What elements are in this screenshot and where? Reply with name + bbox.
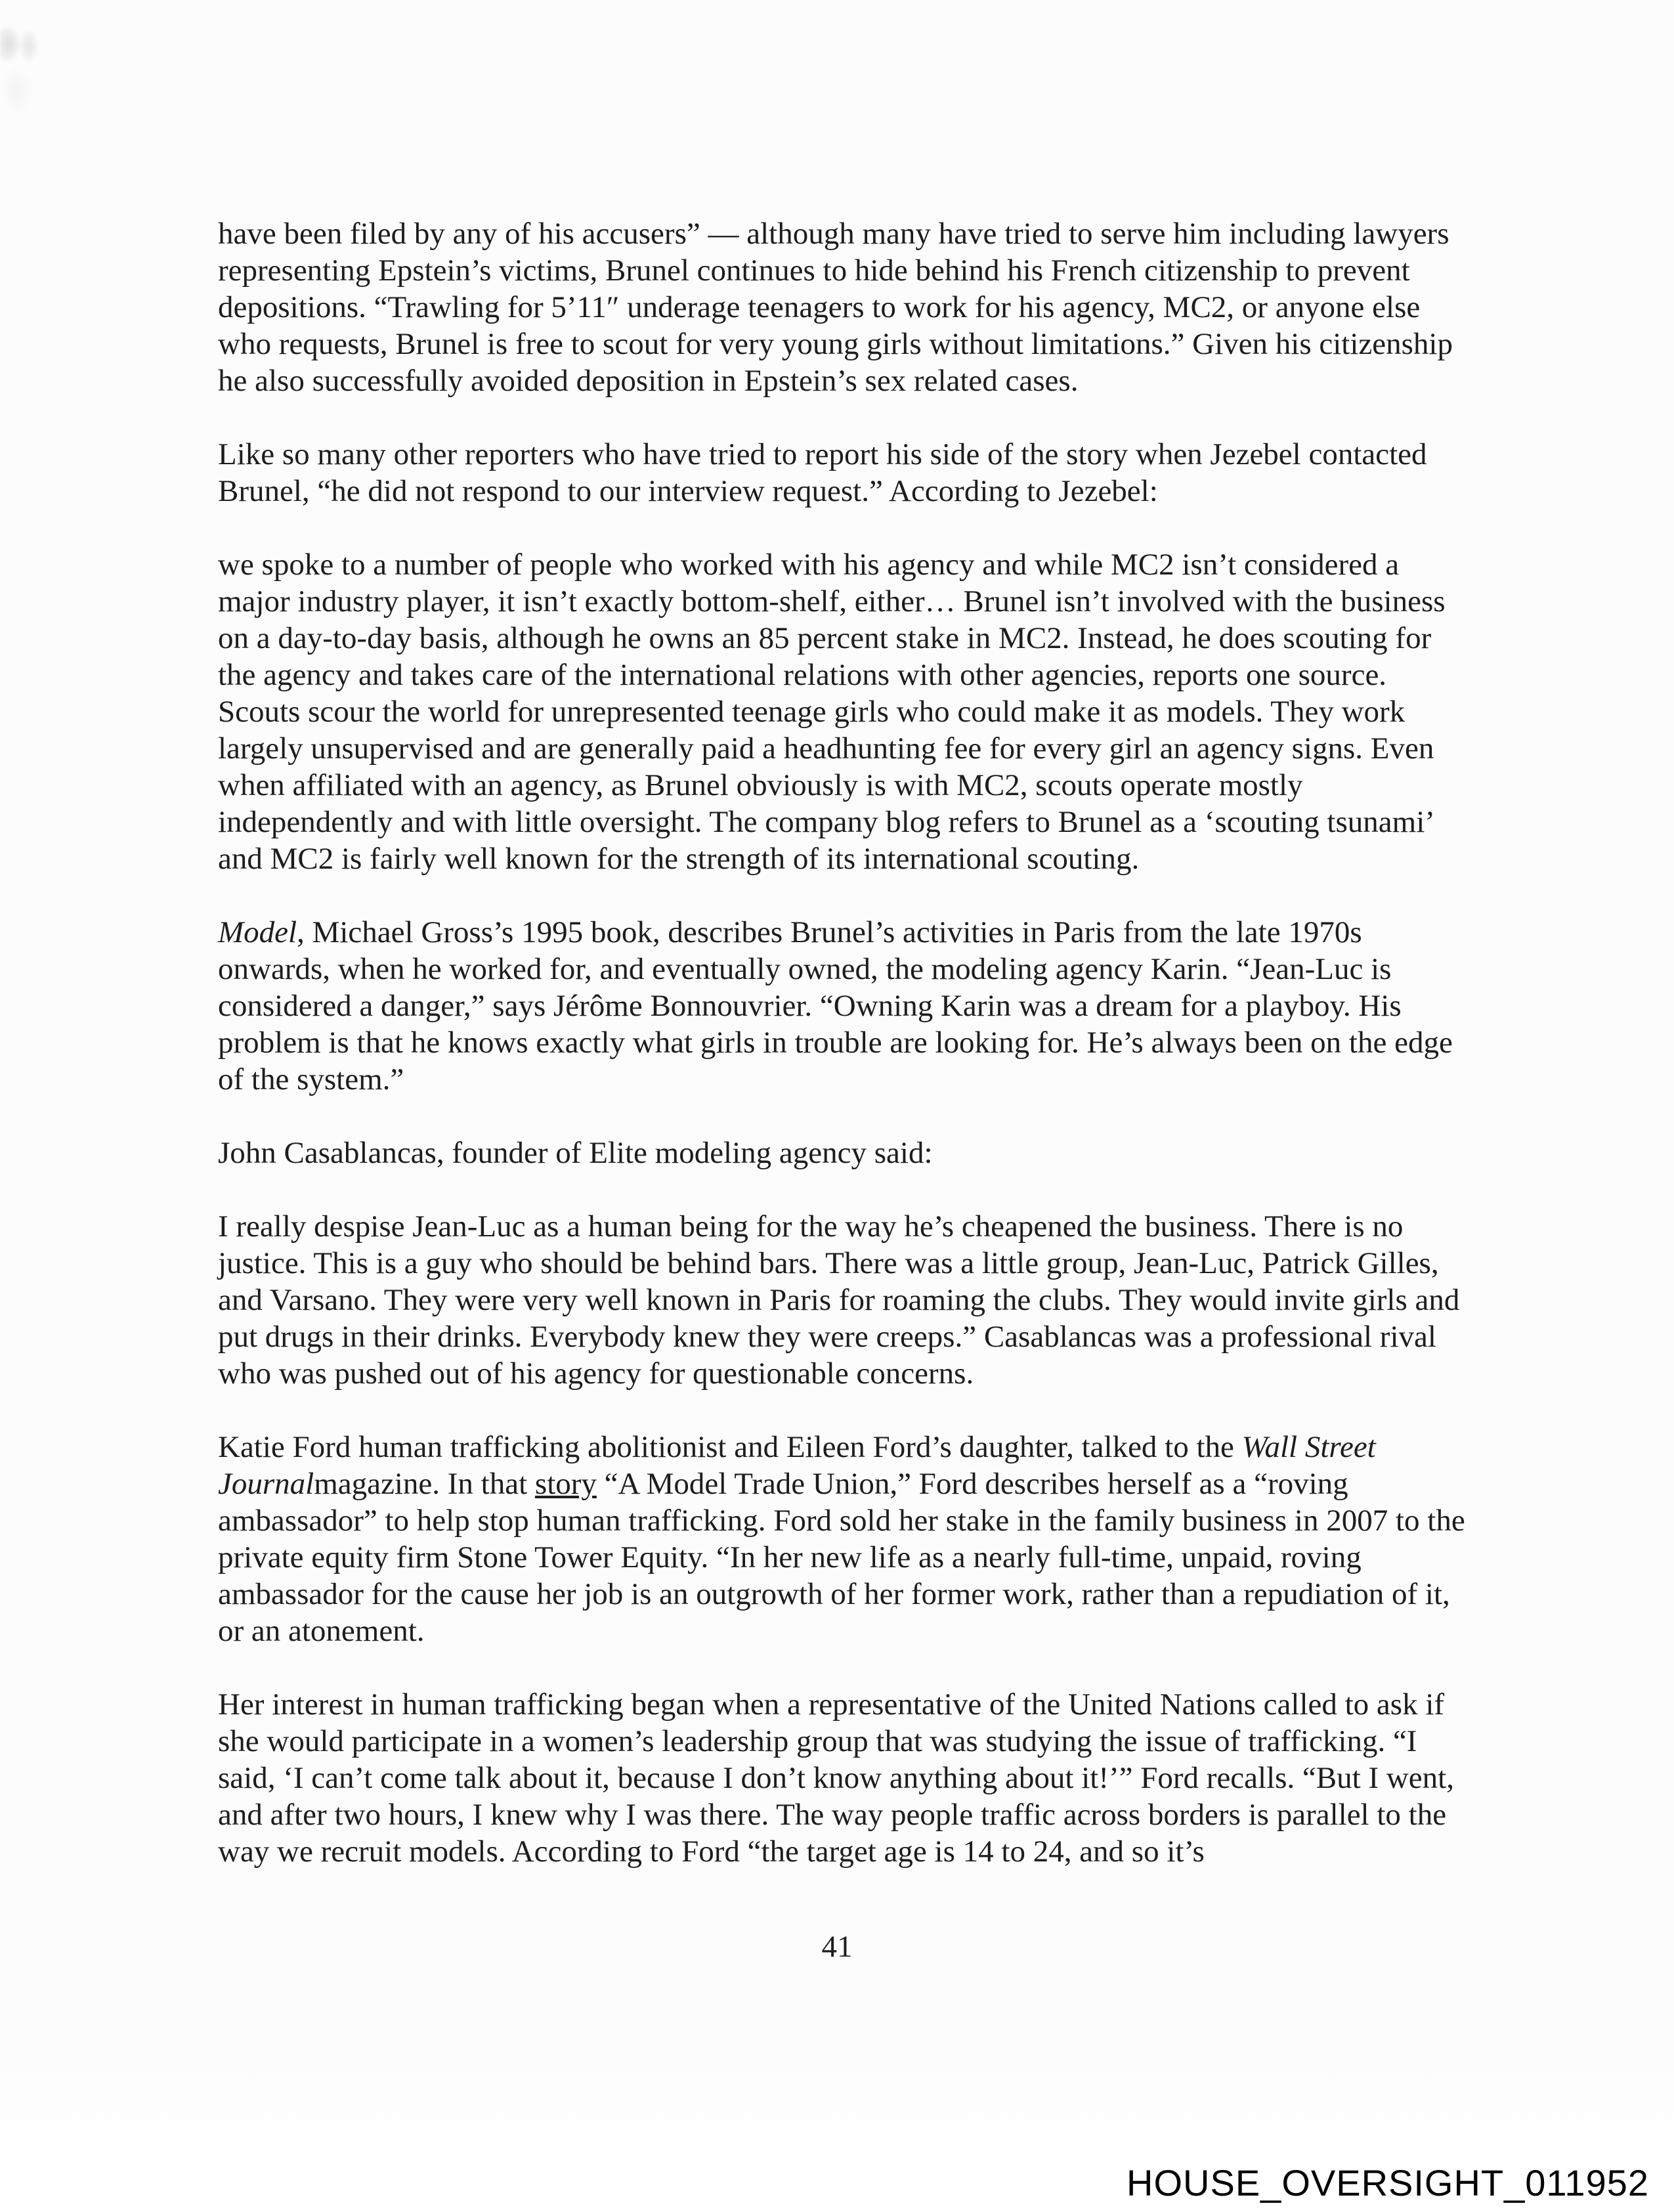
text-run: we spoke to a number of people who worked with his agency and while MC2 isn’t considered a major industry player, it isn’t exactly bottom-shelf, either… Brunel isn’t involved with the business on a day-to-day basis, although he owns an 85 percent stake in MC2. Instead, he does scouting for the agency and takes care of the international relations with other agencies, reports one source. Scouts scour the world for unrepresented teenage girls who could make it as models. They work largely unsupervised and are generally paid a headhunting fee for every girl an agency signs. Even when affiliated with an agency, as Brunel obviously is with MC2, scouts operate mostly independently and with little oversight. The company blog refers to Brunel as a ‘scouting tsunami’ and MC2 is fairly well known for the strength of its international scouting. [218,548,1446,876]
scan-smudge-mark [0,14,47,123]
text-run: , Michael Gross’s 1995 book, describes Brunel’s activities in Paris from the late 1970s onwards, when he worked for, and eventually owned, the modeling agency Karin. “Jean-Luc is considered a danger,” says Jérôme Bonnouvrier. “Owning Karin was a dream for a playboy. His problem is that he knows exactly what girls in trouble are looking for. He’s always been on the edge of the system.” [218,915,1453,1096]
text-run: have been filed by any of his accusers” — although many have tried to serve him including lawyers representing Epstein’s victims, Brunel continues to hide behind his French citizenship to prevent depositions. “Trawling for 5’11″ underage teenagers to work for his agency, MC2, or anyone else who requests, Brunel is free to scout for very young girls without limitations.” Given his citizenship he also successfully avoided deposition in Epstein’s sex related cases. [218,217,1453,398]
paragraph-1 [218,215,1469,399]
text-run: magazine. In that [314,1467,535,1501]
text-run: I really despise Jean-Luc as a human being for the way he’s cheapened the business. There is no justice. This is a guy who should be behind bars. There was a little group, Jean-Luc, Patrick Gilles, and Varsano. They were very well known in Paris for roaming the clubs. They would invite girls and put drugs in their drinks. Everybody knew they were creeps.” Casablancas was a professional rival who was pushed out of his agency for questionable concerns. [218,1209,1460,1391]
text-run: Her interest in human trafficking began when a representative of the United Nations called to ask if she would participate in a women’s leadership group that was studying the issue of trafficking. “I said, ‘I can’t come talk about it, because I don’t know anything about it!’” Ford recalls. “But I went, and after two hours, I knew why I was there. The way people traffic across borders is parallel to the way we recruit models. According to Ford “the target age is 14 to 24, and so it’s [218,1687,1454,1869]
paragraph-6 [218,1208,1469,1392]
page-number: 41 [821,1930,853,1964]
italic-text: Wall Street Journal [218,1430,1376,1501]
text-run: John Casablancas, founder of Elite modeling agency said: [218,1136,933,1170]
bates-stamp: HOUSE_OVERSIGHT_011952 [1127,2162,1649,2203]
paragraph-3 [218,546,1469,877]
story-link[interactable]: story [534,1467,597,1501]
document-body [218,215,1469,1907]
text-run: Like so many other reporters who have tried to report his side of the story when Jezebel contacted Brunel, “he did not respond to our interview request.” According to Jezebel: [218,437,1427,508]
paragraph-2 [218,436,1469,510]
italic-text: Model [218,915,297,949]
paragraph-8 [218,1686,1469,1870]
text-run: Katie Ford human trafficking abolitionist and Eileen Ford’s daughter, talked to the [218,1430,1242,1464]
paragraph-5 [218,1135,1469,1171]
text-run: “A Model Trade Union,” Ford describes herself as a “roving ambassador” to help stop human trafficking. Ford sold her stake in the family business in 2007 to the private equity firm Stone Tower Equity. “In her new life as a nearly full-time, unpaid, roving ambassador for the cause her job is an outgrowth of her former work, rather than a repudiation of it, or an atonement. [218,1467,1465,1648]
paragraph-7 [218,1429,1469,1649]
paragraph-4 [218,914,1469,1098]
